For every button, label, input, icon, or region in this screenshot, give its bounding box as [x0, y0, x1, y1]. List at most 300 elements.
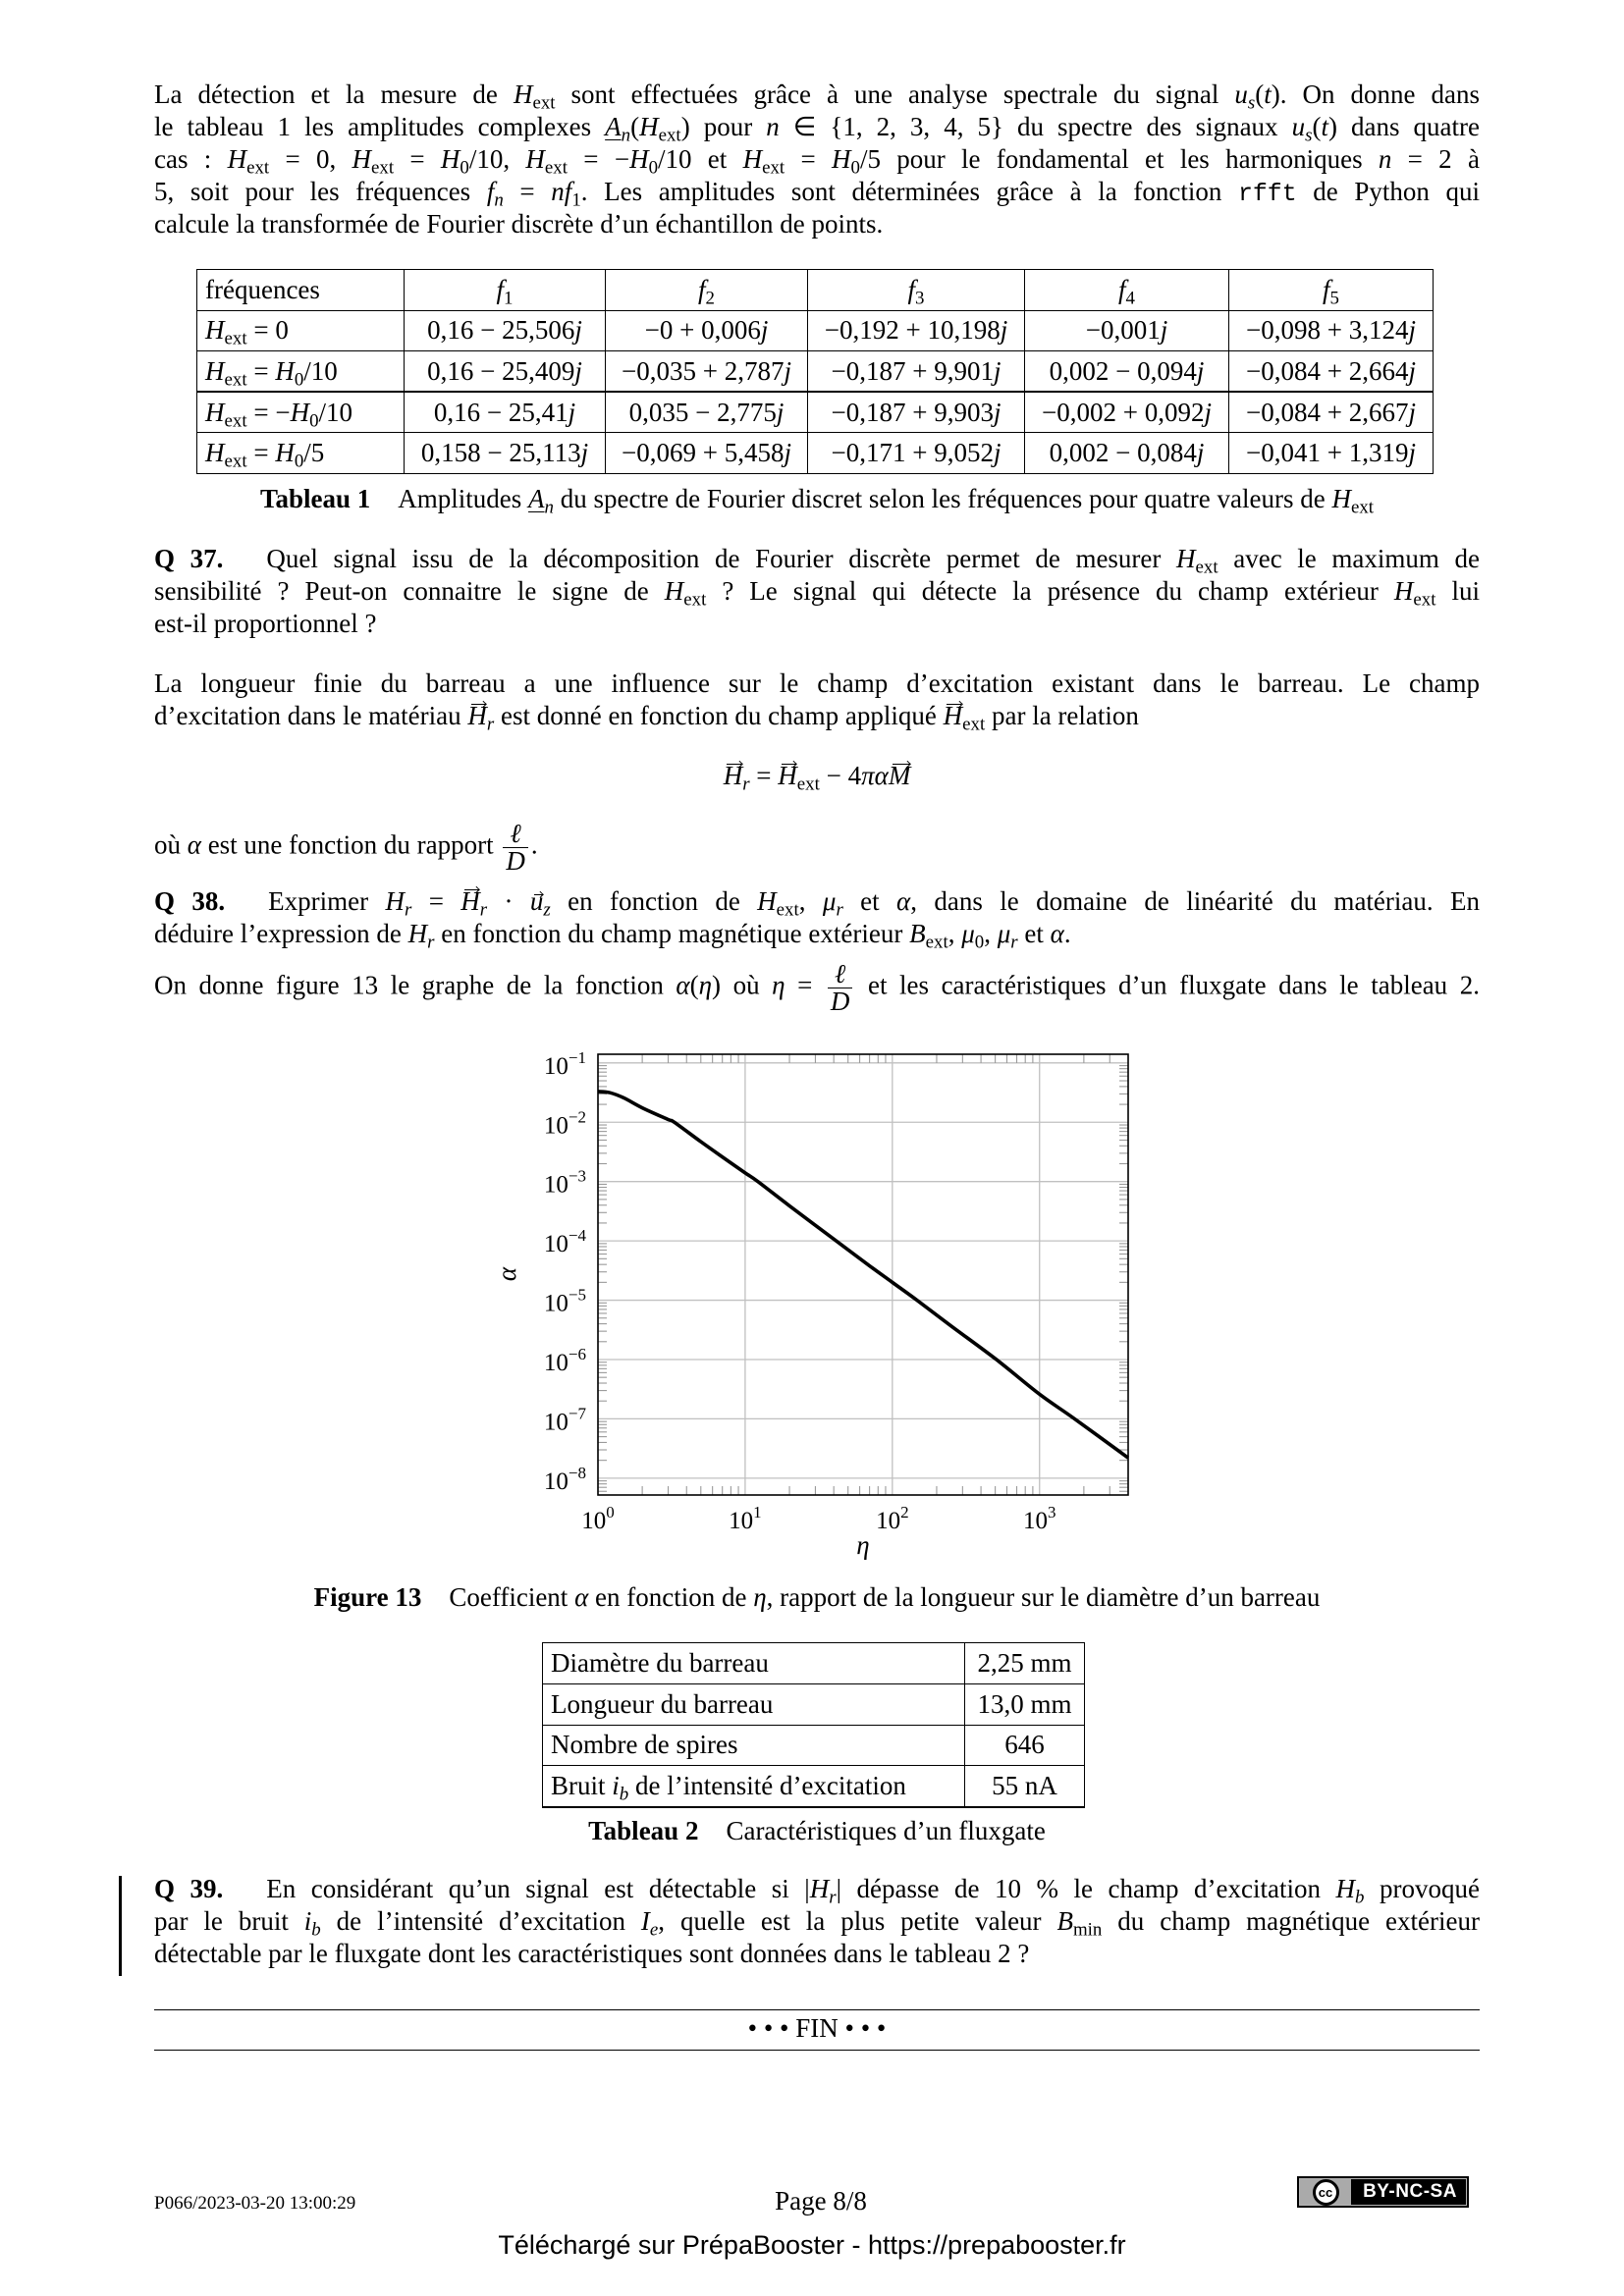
license-text: BY-NC-SA [1363, 2181, 1457, 2202]
subscript: z [543, 899, 551, 921]
tick-base: 10 [876, 1508, 901, 1534]
math-variable: t [1321, 112, 1328, 141]
subscript: s [1247, 92, 1256, 114]
amplitude-cell: −0,187 + 9,901j [808, 351, 1025, 393]
imaginary-unit: j [574, 315, 582, 346]
y-tick-label [544, 1286, 586, 1317]
text-line: sensibilité ? Peut-on connaitre le signe de $H_{ext}$ ? Le signal qui détecte la présence du champ extérieur $H_{ext}$ lui [154, 576, 1480, 611]
y-tick-labels [544, 1048, 587, 1495]
math-symbol [525, 144, 568, 179]
table-row [543, 1683, 1085, 1725]
caption-text: Amplitudes $A_n$ du spectre de Fourier discret selon les fréquences pour quatre valeurs de $H_{ext}$ [398, 484, 1375, 518]
x-tick-label [876, 1503, 909, 1534]
math-symbol [460, 886, 488, 921]
math-symbol [227, 144, 270, 179]
text-line [154, 1873, 1480, 1908]
x-tick-label [581, 1503, 615, 1534]
y-axis-label: α [492, 1266, 521, 1282]
math-symbol [275, 355, 304, 391]
tick-base: 10 [543, 1231, 568, 1258]
tick-base: 10 [543, 1290, 568, 1317]
subscript: n [544, 497, 554, 518]
subscript: r [427, 932, 435, 953]
vector-symbol: H [723, 761, 743, 790]
subscript: ext [1195, 557, 1218, 578]
math-symbol [909, 919, 948, 953]
math-symbol [997, 919, 1018, 953]
math-variable: n [1378, 144, 1392, 174]
subscript: ext [776, 899, 799, 921]
figure-intro [154, 959, 1480, 1016]
math-symbol [753, 1582, 766, 1612]
table-row [543, 1766, 1085, 1807]
header-cell-frequencies: fréquences [197, 270, 405, 311]
tick-exponent: −2 [568, 1107, 586, 1127]
math-symbol [551, 177, 565, 206]
y-tick-label [544, 1107, 586, 1139]
math-variable: α [187, 829, 201, 860]
math-symbol [861, 761, 889, 790]
math-symbol [1335, 1874, 1365, 1908]
subscript: b [1355, 1887, 1365, 1908]
text-line: déduire l’expression de $H_r$ en fonction du champ magnétique extérieur $B_{ext}$, $\mu_0$, $\mu_r$ et α. [154, 919, 1071, 953]
math-symbol [772, 971, 785, 1000]
imaginary-unit: j [1204, 397, 1212, 427]
math-symbol [1234, 80, 1256, 114]
fraction-numerator: ℓ [503, 821, 528, 848]
question-text: En considérant qu’un signal est détectable si $|H_r|$ dépasse de 10 % le champ d’excitation $H_b$ provoqué [266, 1874, 1480, 1908]
math-variable: H [205, 315, 225, 346]
tick-base: 10 [581, 1508, 607, 1534]
math-variable: f [564, 177, 572, 206]
y-tick-label [544, 1048, 586, 1080]
math-variable: f [1118, 274, 1126, 304]
imaginary-unit: j [1000, 315, 1008, 346]
text-line: La détection et la mesure de $H_{ext}$ sont effectuées grâce à une analyse spectrale du signal $u_s(t)$. On donne dans [154, 80, 1481, 114]
document-id: P066/2023-03-20 13:00:29 [154, 2193, 356, 2214]
subscript: s [1305, 125, 1313, 146]
fourier-amplitude-table [196, 269, 1434, 474]
amplitude-cell: −0,192 + 10,198j [808, 310, 1025, 351]
math-variable: α [676, 970, 690, 1000]
text-line: par le bruit $i_b$ de l’intensité d’excitation $I_e$, quelle est la plus petite valeur $B_{min}$ du champ magnétique extérieur [154, 1906, 1480, 1941]
math-variable: H [1176, 544, 1196, 573]
end-marker [154, 2012, 1480, 2045]
grid-layer [598, 1054, 1128, 1495]
math-symbol [407, 919, 435, 953]
tick-exponent: −5 [568, 1285, 586, 1305]
imaginary-unit: j [1408, 355, 1416, 386]
subscript: ext [246, 157, 270, 179]
y-tick-label [544, 1345, 586, 1376]
math-variable: H [275, 438, 295, 468]
math-variable: α [574, 1582, 589, 1612]
header-cell-f2 [606, 270, 808, 311]
math-symbol [275, 438, 304, 472]
finite-length-paragraph [154, 667, 1480, 735]
fraction [828, 961, 853, 1015]
subscript: ext [658, 125, 681, 146]
code-identifier: rfft [1238, 181, 1297, 208]
imaginary-unit: j [1196, 438, 1205, 468]
table-row [197, 392, 1434, 433]
subscript: 4 [1125, 288, 1135, 309]
math-symbol [822, 886, 843, 921]
subscript: r [829, 1887, 837, 1908]
subscript: ext [962, 714, 986, 735]
question-39 [154, 1873, 1480, 1970]
question-text: Quel signal issu de la décomposition de Fourier discrète permet de mesurer $H_{ext}$ avec le maximum de [266, 544, 1480, 578]
math-variable: H [742, 144, 763, 174]
imaginary-unit: j [760, 315, 769, 346]
math-symbol [723, 761, 750, 795]
caption-label: Tableau 1 [259, 484, 371, 513]
header-cell-f5 [1229, 270, 1434, 311]
imaginary-unit: j [993, 397, 1001, 427]
math-variable: α [1050, 919, 1064, 948]
amplitude-cell: 0,16 − 25,41j [405, 392, 606, 433]
text-line: La longueur finie du barreau a une influence sur le champ d’excitation existant dans le barreau. Le champ [154, 668, 1480, 698]
y-tick-label [544, 1167, 586, 1199]
math-variable: t [1264, 80, 1272, 109]
tick-exponent: −3 [568, 1166, 586, 1186]
curve-layer [598, 1092, 1128, 1458]
fraction-numerator: ℓ [828, 961, 853, 988]
vector-symbol: H [943, 701, 963, 730]
math-symbol [290, 397, 319, 432]
tick-base: 10 [1022, 1508, 1048, 1534]
subscript: ext [224, 369, 247, 391]
math-symbol [1323, 274, 1339, 309]
end-marker-text: • • • FIN • • • [747, 2013, 887, 2043]
text-line: 5, soit pour les fréquences $f_n = nf_1$. Les amplitudes sont déterminées grâce à la fonction rfft de Python qui [154, 177, 1481, 211]
characteristic-value: 13,0 mm [965, 1683, 1085, 1725]
math-symbol [513, 80, 556, 114]
math-variable: i [303, 1906, 312, 1936]
math-symbol [352, 144, 395, 179]
amplitude-cell: −0,069 + 5,458j [606, 433, 808, 474]
math-symbol [1056, 1906, 1103, 1941]
subscript: ext [1350, 497, 1375, 518]
subscript: r [742, 774, 750, 795]
math-variable: H [525, 144, 545, 174]
math-symbol [205, 397, 247, 432]
math-variable: η [698, 970, 713, 1000]
math-symbol [496, 274, 514, 309]
math-symbol [205, 438, 247, 472]
amplitude-cell: 0,002 − 0,084j [1025, 433, 1229, 474]
text-line: le tableau 1 les amplitudes complexes $A_n(H_{ext})$ pour n ∈ {1, 2, 3, 4, 5} du spectre des signaux $u_s(t)$ dans quatre [154, 112, 1481, 146]
math-variable: H [205, 438, 225, 468]
math-symbol [1264, 80, 1272, 109]
subscript: r [486, 714, 495, 735]
math-symbol [832, 144, 860, 179]
cc-icon [1300, 2179, 1351, 2205]
characteristic-label: Bruit $i_b$ de l’intensité d’excitation [543, 1766, 965, 1807]
math-variable: u [1291, 112, 1306, 141]
subscript: r [479, 899, 488, 921]
math-variable: α [896, 886, 911, 916]
row-label: $H_{ext} = H_0/10$ [197, 351, 405, 393]
math-variable: H [440, 144, 460, 174]
math-variable: H [352, 144, 372, 174]
text-line [154, 543, 1480, 578]
amplitude-cell: −0,084 + 2,664j [1229, 351, 1434, 393]
vector-symbol: M [888, 761, 911, 790]
text-line: est-il proportionnel ? [154, 609, 377, 638]
math-variable: f [496, 274, 505, 304]
subscript: r [1010, 932, 1018, 953]
alpha-eta-loglog-chart [471, 1031, 1159, 1600]
math-variable: μ [997, 919, 1011, 948]
caption-label: Figure 13 [313, 1582, 422, 1612]
underlined-symbol: A [605, 112, 622, 141]
subscript: ext [224, 451, 247, 472]
tick-exponent: −7 [568, 1404, 586, 1423]
imaginary-unit: j [1408, 438, 1416, 468]
math-symbol [639, 112, 681, 146]
amplitude-cell: 0,035 − 2,775j [606, 392, 808, 433]
subscript: 3 [915, 288, 925, 309]
demagnetization-equation [154, 760, 1480, 795]
math-symbol [766, 112, 780, 141]
minor-ticks-layer [598, 1054, 1128, 1495]
subscript: n [494, 189, 504, 211]
text-line: détectable par le fluxgate dont les caractéristiques sont données dans le tableau 2 ? [154, 1939, 1030, 1968]
math-symbol [961, 919, 985, 953]
math-variable: η [772, 970, 785, 1000]
table2-caption [154, 1815, 1480, 1847]
math-symbol [896, 886, 910, 916]
math-symbol [1379, 144, 1392, 174]
subscript: 0 [294, 369, 304, 391]
amplitude-cell: −0,002 + 0,092j [1025, 392, 1229, 433]
imaginary-unit: j [1408, 397, 1416, 427]
header-cell-f3 [808, 270, 1025, 311]
underlined-symbol: A [528, 484, 545, 513]
amplitude-cell: −0,041 + 1,319j [1229, 433, 1434, 474]
math-variable: I [640, 1906, 650, 1936]
subscript: ext [683, 589, 707, 611]
x-tick-labels [581, 1503, 1056, 1534]
characteristic-value: 55 nA [965, 1766, 1085, 1807]
subscript: min [1072, 1919, 1103, 1941]
cc-circle-icon: cc [1313, 2179, 1339, 2206]
subscript: n [621, 125, 631, 146]
amplitude-cell: 0,002 − 0,094j [1025, 351, 1229, 393]
math-symbol [303, 1906, 321, 1941]
math-symbol [943, 701, 986, 735]
imaginary-unit: j [1408, 315, 1416, 346]
text-line: d’excitation dans le matériau $H_r$ est donné en fonction du champ appliqué $H_{ext}$ par la relation [154, 701, 1139, 735]
math-variable: H [205, 397, 225, 427]
vector-symbol: H [460, 886, 480, 916]
text-line [154, 885, 1480, 921]
subscript: r [404, 899, 412, 921]
header-cell-f1 [405, 270, 606, 311]
math-symbol [676, 971, 689, 1000]
table1-caption [154, 483, 1480, 518]
x-tick-label [1023, 1503, 1056, 1534]
math-symbol [664, 576, 707, 611]
math-symbol [1176, 544, 1218, 578]
imaginary-unit: j [574, 355, 582, 386]
subscript: 1 [571, 189, 581, 211]
amplitude-cell: −0,001j [1025, 310, 1229, 351]
question-label: Q 38. [154, 886, 226, 916]
math-symbol [612, 1770, 629, 1805]
subscript: ext [224, 410, 247, 432]
math-variable: μ [961, 919, 975, 948]
math-variable: B [909, 919, 926, 948]
subscript: ext [1413, 589, 1436, 611]
math-variable: f [907, 274, 916, 304]
table-header-row [197, 270, 1434, 311]
tick-base: 10 [729, 1508, 754, 1534]
math-variable: H [275, 355, 295, 386]
math-symbol [757, 886, 799, 921]
equation-line: $H_r = H_{ext} - 4\pi\alpha M$ [723, 761, 911, 795]
subscript: ext [544, 157, 568, 179]
math-variable: H [757, 886, 777, 916]
math-symbol [605, 112, 631, 146]
caption-text: Caractéristiques d’un fluxgate [726, 1816, 1046, 1845]
license-badge [1297, 2176, 1469, 2208]
math-variable: H [629, 144, 649, 174]
math-variable: H [1331, 484, 1351, 513]
math-variable: H [1393, 576, 1414, 606]
math-symbol [698, 274, 715, 309]
table-row [197, 433, 1434, 474]
math-symbol [699, 971, 712, 1000]
tick-exponent: 2 [900, 1503, 909, 1522]
math-variable: πα [861, 761, 889, 790]
text-line: calcule la transformée de Fourier discrète d’un échantillon de points. [154, 209, 884, 239]
text-line: cas : $H_{ext} = 0$, $H_{ext} = H_0/10$, $H_{ext} = -H_0/10$ et $H_{ext} = H_0/5$ pour le fondamental et les harmoniques n = 2 à [154, 144, 1480, 179]
question-37 [154, 543, 1480, 640]
amplitude-cell: −0 + 0,006j [606, 310, 808, 351]
table-row [543, 1643, 1085, 1684]
imaginary-unit: j [580, 438, 589, 468]
text-line: où α est une fonction du rapport $\frac{\text{ℓ}}{D}$ . [154, 819, 538, 876]
tick-base: 10 [543, 1349, 568, 1376]
fraction-denominator: D [506, 846, 525, 876]
subscript: r [836, 899, 843, 921]
caption-line [154, 1815, 1480, 1847]
download-credit: Téléchargé sur PrépaBooster - https://prepabooster.fr [498, 2230, 1126, 2260]
intro-paragraph [154, 79, 1480, 240]
amplitude-cell: −0,035 + 2,787j [606, 351, 808, 393]
math-variable: μ [822, 886, 837, 916]
fraction [503, 821, 528, 875]
tick-base: 10 [543, 1052, 568, 1080]
math-symbol [188, 830, 201, 860]
row-label: $H_{ext} = H_0/5$ [197, 433, 405, 474]
math-variable: H [407, 919, 428, 948]
math-symbol [486, 177, 504, 211]
math-variable: H [385, 886, 405, 916]
subscript: ext [224, 328, 247, 349]
math-variable: H [832, 144, 851, 174]
characteristic-value: 2,25 mm [965, 1643, 1085, 1684]
fraction-denominator: D [830, 987, 850, 1016]
math-symbol [1393, 576, 1436, 611]
characteristic-label: Diamètre du barreau [543, 1643, 965, 1684]
question-text: Exprimer $H_r = H_r \cdot u_z$ en fonction de $H_{ext}$, $\mu_r$ et α, dans le domaine de linéarité du matériau. En [268, 886, 1480, 921]
math-symbol [1331, 484, 1375, 518]
imaginary-unit: j [993, 438, 1001, 468]
revision-change-bar [119, 1876, 122, 1976]
imaginary-unit: j [1196, 355, 1205, 386]
table-row [197, 351, 1434, 393]
amplitude-cell: 0,16 − 25,409j [405, 351, 606, 393]
subscript: 0 [294, 451, 304, 472]
fluxgate-characteristics-table [542, 1642, 1085, 1808]
math-variable: H [513, 80, 533, 109]
subscript: 2 [705, 288, 715, 309]
math-variable: n [551, 177, 565, 206]
tick-exponent: 3 [1047, 1503, 1056, 1522]
subscript: ext [532, 92, 556, 114]
math-symbol [907, 274, 925, 309]
subscript: 0 [850, 157, 860, 179]
subscript: 0 [648, 157, 659, 179]
math-variable: H [809, 1874, 830, 1903]
subscript: b [311, 1919, 321, 1941]
math-symbol [440, 144, 469, 179]
math-symbol [640, 1906, 659, 1941]
imaginary-unit: j [784, 355, 791, 386]
figure13-caption [154, 1581, 1480, 1614]
characteristic-label: Longueur du barreau [543, 1683, 965, 1725]
subscript: ext [371, 157, 395, 179]
subscript: ext [796, 774, 820, 795]
x-tick-label [729, 1503, 762, 1534]
math-symbol [1051, 919, 1064, 948]
y-tick-label [544, 1464, 586, 1495]
math-symbol [385, 886, 412, 921]
imaginary-unit: j [993, 355, 1001, 386]
characteristic-value: 646 [965, 1725, 1085, 1766]
imaginary-unit: j [1160, 315, 1168, 346]
page-number: Page 8/8 [775, 2186, 867, 2216]
subscript: 1 [504, 288, 514, 309]
math-variable: η [753, 1582, 767, 1612]
subscript: 5 [1329, 288, 1339, 309]
end-rule-top [154, 2009, 1480, 2010]
math-variable: H [639, 112, 659, 141]
amplitude-cell: −0,084 + 2,667j [1229, 392, 1434, 433]
math-symbol [205, 355, 247, 391]
question-38 [154, 885, 1480, 953]
subscript: e [649, 1919, 659, 1941]
math-symbol [742, 144, 785, 179]
caption-line [154, 483, 1480, 518]
math-symbol [889, 761, 911, 790]
amplitude-cell: −0,098 + 3,124j [1229, 310, 1434, 351]
subscript: b [619, 1784, 629, 1805]
math-symbol [1118, 274, 1135, 309]
caption-line [154, 1581, 1480, 1614]
math-variable: n [766, 112, 780, 141]
amplitude-cell: 0,16 − 25,506j [405, 310, 606, 351]
math-variable: f [486, 177, 495, 206]
math-variable: B [1056, 1906, 1073, 1936]
tick-exponent: −1 [568, 1047, 586, 1067]
end-rule-bottom [154, 2050, 1480, 2051]
tick-base: 10 [543, 1112, 568, 1140]
tick-base: 10 [543, 1171, 568, 1199]
